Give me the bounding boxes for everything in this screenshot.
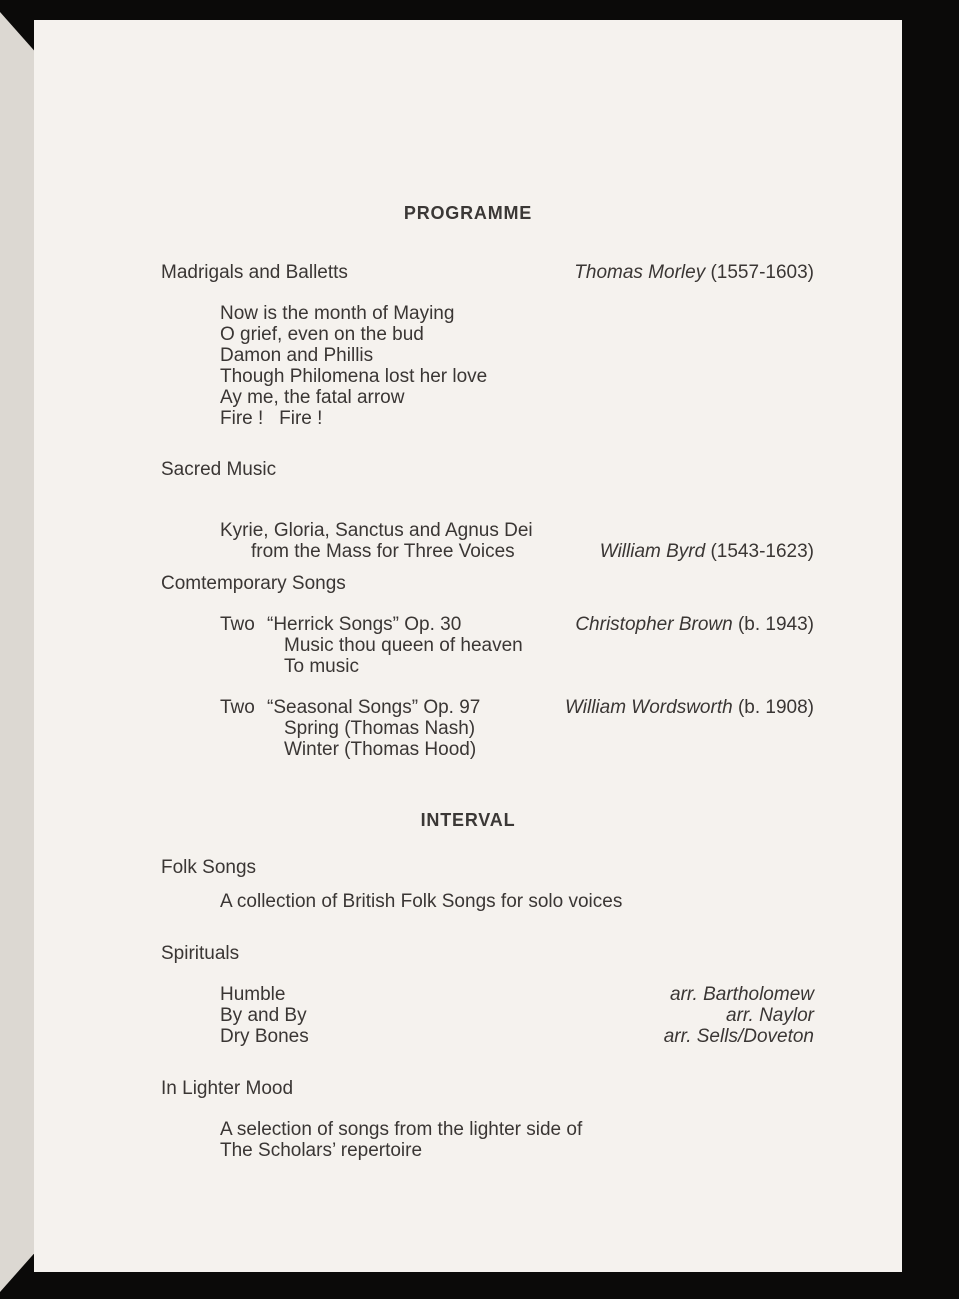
list-item: By and By (220, 1005, 307, 1026)
composer-name: William Wordsworth (564, 697, 733, 718)
composer-dates: (1543-1623) (710, 541, 814, 562)
arranger-credit: arr. Sells/Doveton (663, 1026, 814, 1047)
composer-name: Thomas Morley (574, 262, 706, 283)
folk-songs-description: A collection of British Folk Songs for solo voices (220, 891, 623, 912)
programme-page (34, 20, 902, 1272)
list-item: Humble (220, 984, 286, 1005)
work-title-seasonal: “Seasonal Songs” Op. 97 (267, 697, 481, 718)
composer-dates: (b. 1908) (737, 697, 814, 718)
sacred-work-line1: Kyrie, Gloria, Sanctus and Agnus Dei (220, 520, 533, 541)
spirituals-arrangers (664, 984, 814, 1047)
arranger-credit: arr. Bartholomew (670, 984, 814, 1005)
composer-credit-byrd (600, 541, 814, 562)
section-title-folk-songs: Folk Songs (161, 857, 257, 878)
composer-dates: (1557-1603) (710, 262, 814, 283)
composer-dates: (b. 1943) (737, 614, 814, 635)
herrick-songs-list (284, 635, 523, 677)
section-title-madrigals: Madrigals and Balletts (161, 262, 348, 283)
work-prefix: Two (220, 614, 255, 635)
composer-credit-brown (575, 614, 814, 635)
list-item: Music thou queen of heaven (284, 635, 523, 656)
list-item: To music (284, 656, 359, 677)
list-item: Winter (Thomas Hood) (284, 739, 477, 760)
section-title-spirituals: Spirituals (161, 943, 240, 964)
composer-credit-wordsworth (565, 697, 814, 718)
list-item: O grief, even on the bud (220, 324, 424, 345)
composer-name: William Byrd (599, 541, 706, 562)
list-item: Now is the month of Maying (220, 303, 455, 324)
adjacent-page-edge (0, 12, 34, 1292)
madrigals-list (220, 303, 487, 429)
work-title-herrick: “Herrick Songs” Op. 30 (267, 614, 462, 635)
arranger-credit: arr. Naylor (726, 1005, 814, 1026)
spirituals-list (220, 984, 309, 1047)
interval-heading: INTERVAL (420, 810, 516, 830)
section-title-lighter-mood: In Lighter Mood (161, 1078, 294, 1099)
description-line: The Scholars’ repertoire (220, 1140, 423, 1161)
list-item: Dry Bones (220, 1026, 309, 1047)
seasonal-songs-list (284, 718, 476, 760)
list-item: Ay me, the fatal arrow (220, 387, 405, 408)
list-item: Spring (Thomas Nash) (284, 718, 476, 739)
list-item: Fire ! Fire ! (220, 408, 323, 429)
section-title-sacred-music: Sacred Music (161, 459, 277, 480)
page-content (34, 20, 902, 1272)
page-title: PROGRAMME (403, 203, 533, 223)
list-item: Though Philomena lost her love (220, 366, 488, 387)
lighter-mood-description (220, 1119, 582, 1161)
work-prefix: Two (220, 697, 255, 718)
description-line: A selection of songs from the lighter side of (220, 1119, 583, 1140)
sacred-work-line2: from the Mass for Three Voices (251, 541, 515, 562)
section-title-contemporary-songs: Comtemporary Songs (161, 573, 346, 594)
list-item: Damon and Phillis (220, 345, 374, 366)
composer-credit-morley (574, 262, 814, 283)
composer-name: Christopher Brown (575, 614, 733, 635)
